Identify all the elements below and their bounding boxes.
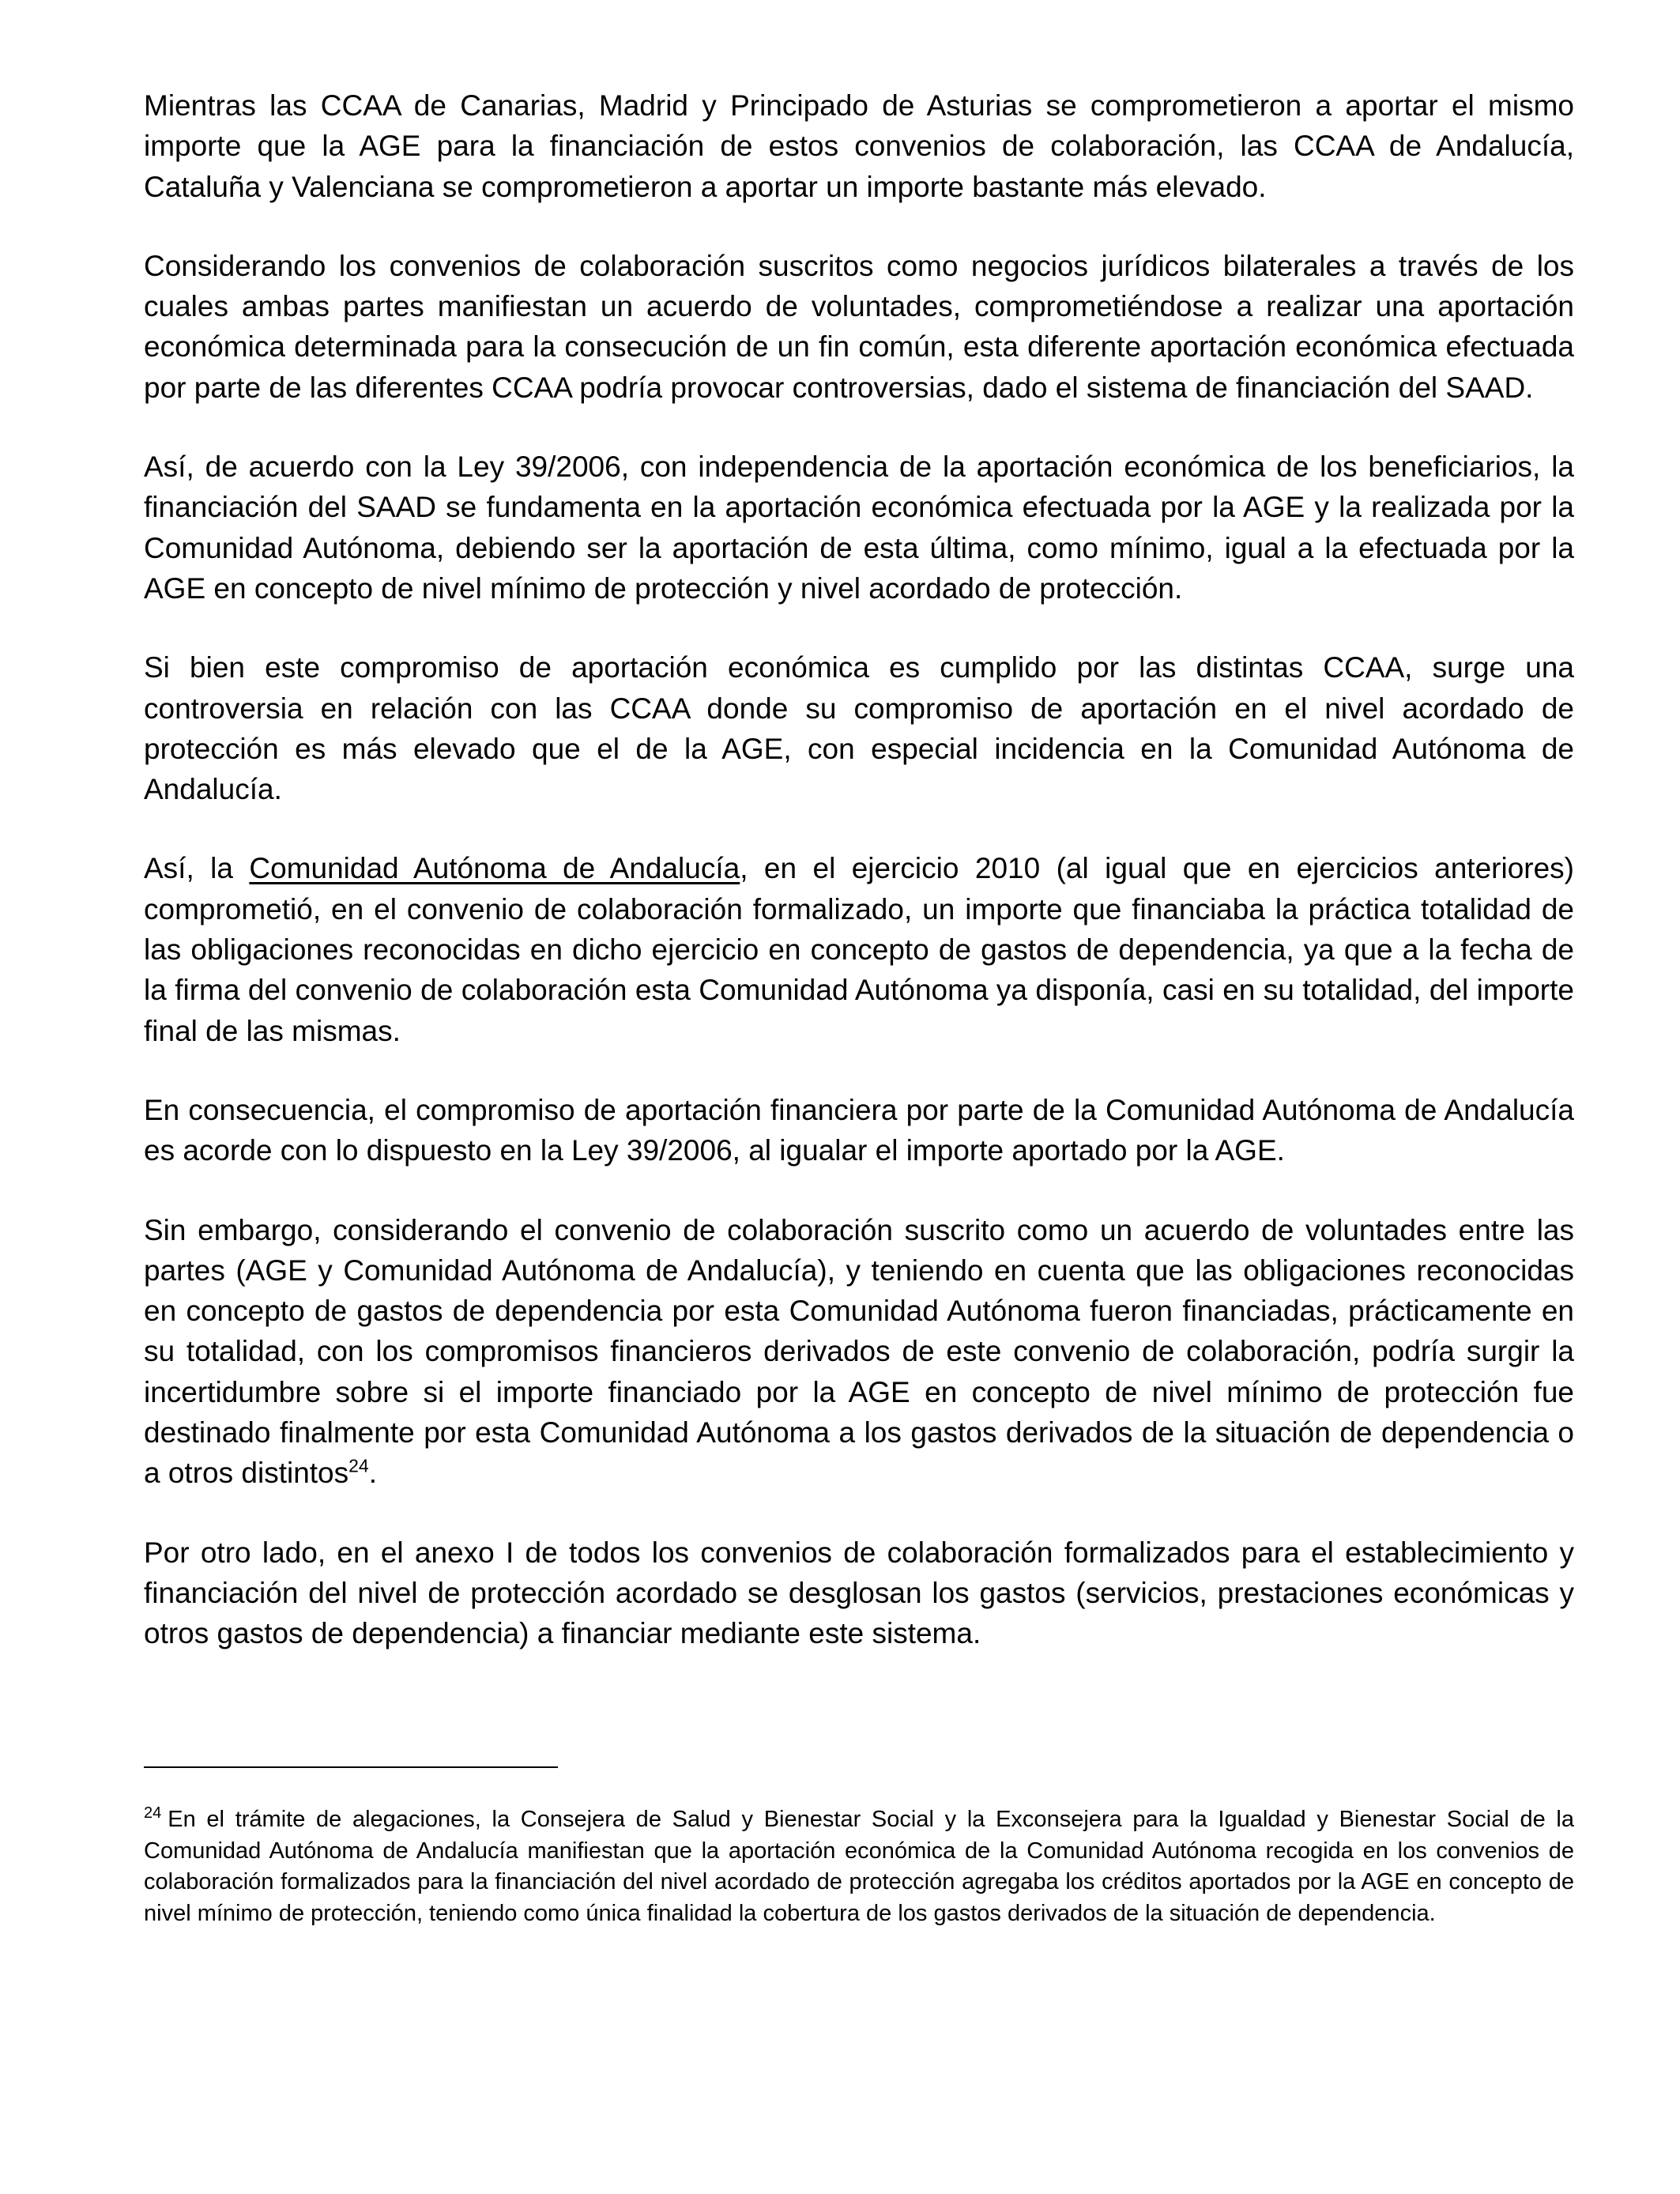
footnote-separator: [144, 1766, 558, 1768]
underlined-entity: Comunidad Autónoma de Andalucía: [249, 852, 740, 885]
document-body: [144, 85, 1574, 1693]
footnote-text: En el trámite de alegaciones, la Consejera de Salud y Bienestar Social y la Exconsejera para la Igualdad y Bienestar Social de la Comunidad Autónoma de Andalucía manifiestan que la aportación económica de la Comunidad Autónoma recogida en los convenios de colaboración formalizados para la financiación del nivel acordado de protección agregaba los créditos aportados por la AGE en concepto de nivel mínimo de protección, teniendo como única finalidad la cobertura de los gastos derivados de la situación de dependencia.: [144, 1807, 1574, 1926]
paragraph: Por otro lado, en el anexo I de todos los convenios de colaboración formalizados para el establecimiento y financiación del nivel de protección acordado se desglosan los gastos (servicios, prestaciones económicas y otros gastos de dependencia) a financiar mediante este sistema.: [144, 1536, 1574, 1650]
paragraph-end: .: [368, 1457, 378, 1490]
footnote: [144, 1804, 1574, 1929]
paragraph-rest: , en el ejercicio 2010 (al igual que en ejercicios anteriores) comprometió, en el convenio de colaboración formalizado, un importe que financiaba la práctica totalidad de las obligaciones reconocidas en dicho ejercicio en concepto de gastos de dependencia, ya que a la fecha de la firma del convenio de colaboración esta Comunidad Autónoma ya disponía, casi en su totalidad, del importe final de las mismas.: [144, 852, 1574, 1047]
paragraph-with-footnote-ref: [144, 1210, 1574, 1494]
footnote-number: 24: [144, 1804, 162, 1823]
paragraph-andalucia: [144, 848, 1574, 1050]
paragraph: Así, de acuerdo con la Ley 39/2006, con independencia de la aportación económica de los beneficiarios, la financiación del SAAD se fundamenta en la aportación económica efectuada por la AGE y la realizada por la Comunidad Autónoma, debiendo ser la aportación de esta última, como mínimo, igual a la efectuada por la AGE en concepto de nivel mínimo de protección y nivel acordado de protección.: [144, 450, 1574, 605]
paragraph: Si bien este compromiso de aportación económica es cumplido por las distintas CCAA, surge una controversia en relación con las CCAA donde su compromiso de aportación en el nivel acordado de protección es más elevado que el de la AGE, con especial incidencia en la Comunidad Autónoma de Andalucía.: [144, 651, 1574, 806]
paragraph: Considerando los convenios de colaboración suscritos como negocios jurídicos bilaterales a través de los cuales ambas partes manifiestan un acuerdo de voluntades, comprometiéndose a realizar una aportación económica determinada para la consecución de un fin común, esta diferente aportación económica efectuada por parte de las diferentes CCAA podría provocar controversias, dado el sistema de financiación del SAAD.: [144, 249, 1574, 404]
paragraph-lead: Así, la: [144, 852, 250, 885]
footnote-reference[interactable]: 24: [348, 1455, 369, 1476]
paragraph-text: Sin embargo, considerando el convenio de colaboración suscrito como un acuerdo de voluntades entre las partes (AGE y Comunidad Autónoma de Andalucía), y teniendo en cuenta que las obligaciones reconocidas en concepto de gastos de dependencia por esta Comunidad Autónoma fueron financiadas, prácticamente en su totalidad, con los compromisos financieros derivados de este convenio de colaboración, podría surgir la incertidumbre sobre si el importe financiado por la AGE en concepto de nivel mínimo de protección fue destinado finalmente por esta Comunidad Autónoma a los gastos derivados de la situación de dependencia o a otros distintos: [144, 1213, 1574, 1490]
paragraph: En consecuencia, el compromiso de aportación financiera por parte de la Comunidad Autónoma de Andalucía es acorde con lo dispuesto en la Ley 39/2006, al igualar el importe aportado por la AGE.: [144, 1093, 1574, 1167]
paragraph: Mientras las CCAA de Canarias, Madrid y Principado de Asturias se comprometieron a aportar el mismo importe que la AGE para la financiación de estos convenios de colaboración, las CCAA de Andalucía, Cataluña y Valenciana se comprometieron a aportar un importe bastante más elevado.: [144, 89, 1574, 203]
